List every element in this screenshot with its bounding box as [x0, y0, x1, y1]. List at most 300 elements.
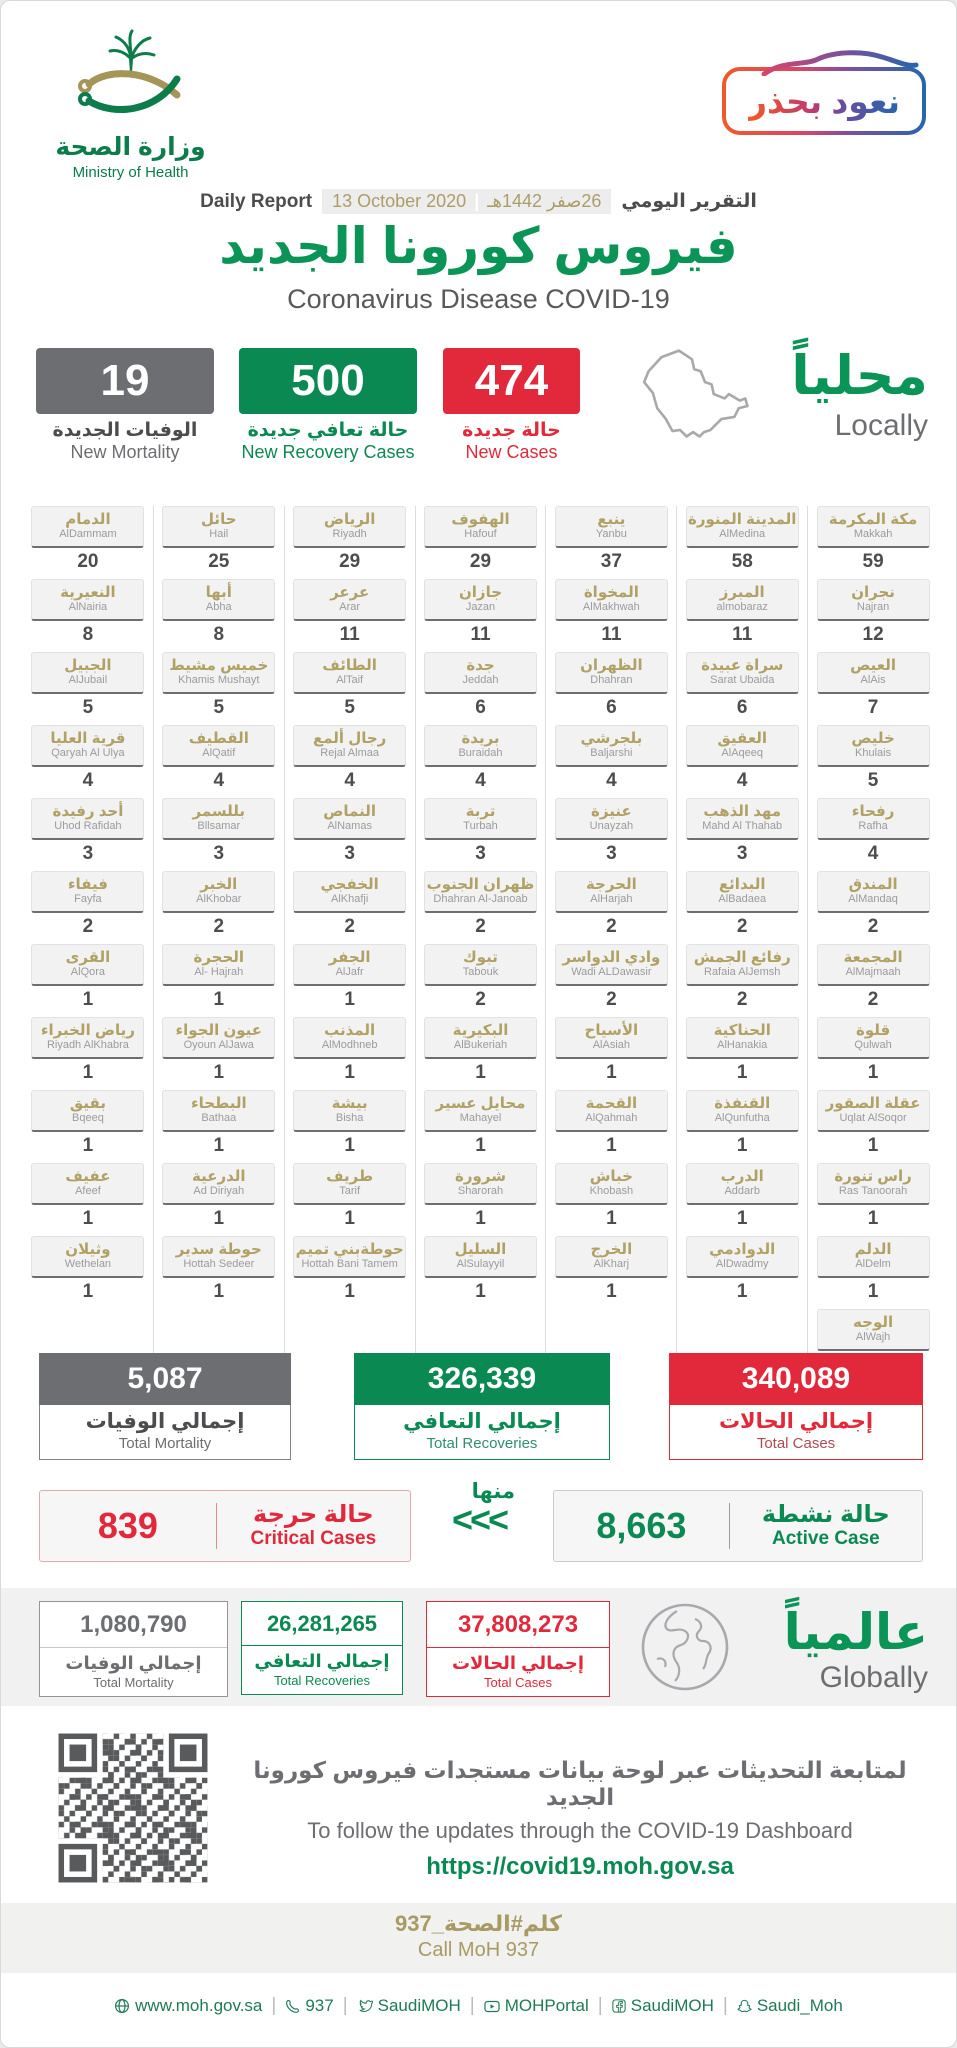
badge-text: نعود بحذر	[747, 82, 901, 120]
city-cell	[555, 652, 668, 722]
city-name-box	[424, 1236, 537, 1278]
global-recoveries-value: 26,281,265	[242, 1602, 402, 1646]
city-name-en: Dhahran Al-Janoab	[433, 893, 528, 906]
separator: |	[597, 1995, 603, 2016]
city-name-box	[293, 1090, 406, 1132]
city-case-count: 1	[475, 1062, 486, 1083]
total-cases-value: 340,089	[669, 1353, 923, 1405]
city-name-en: Riyadh AlKhabra	[46, 1039, 129, 1052]
globe-icon	[114, 1998, 130, 2014]
of-which-label: منها	[471, 1480, 515, 1503]
facebook-icon	[612, 1999, 626, 2013]
city-name-en: AlDammam	[59, 528, 117, 541]
city-name-box	[555, 798, 668, 840]
date-pipe: |	[474, 191, 480, 211]
city-name-en: Baljarshi	[590, 747, 633, 760]
city-cell	[555, 944, 668, 1014]
city-case-count: 1	[736, 1281, 748, 1302]
city-case-count: 4	[344, 770, 355, 791]
global-mortality-value: 1,080,790	[40, 1602, 227, 1648]
city-case-count: 1	[344, 1062, 355, 1083]
city-name-en: AlAsiah	[592, 1039, 630, 1052]
city-name-box	[293, 652, 406, 694]
city-name-box	[293, 798, 406, 840]
report-date	[322, 189, 611, 214]
city-name-en: AlHarjah	[590, 893, 633, 906]
city-cell	[686, 1163, 799, 1233]
city-name-en: Makkah	[853, 528, 893, 541]
city-name-ar: الدوادمي	[709, 1240, 776, 1258]
city-cell	[162, 944, 275, 1014]
date-gregorian: 13 October 2020	[332, 191, 467, 211]
city-case-count: 4	[475, 770, 486, 791]
city-cell	[424, 798, 537, 868]
city-cell	[31, 871, 144, 941]
city-name-ar: الدرب	[720, 1167, 764, 1185]
city-cell	[31, 798, 144, 868]
city-name-box	[162, 1017, 275, 1059]
city-name-en: AlBadaea	[718, 893, 767, 906]
city-case-count: 1	[867, 1208, 879, 1229]
city-name-ar: الدلم	[854, 1240, 892, 1258]
city-name-ar: أحد رفيدة	[52, 802, 124, 820]
city-case-count: 6	[736, 697, 748, 718]
city-cell	[293, 871, 406, 941]
city-case-count: 1	[736, 1135, 748, 1156]
city-name-ar: رفائع الجمش	[693, 948, 791, 966]
city-name-en: AlNamas	[327, 820, 372, 833]
city-name-en: Addarb	[724, 1185, 760, 1198]
city-name-ar: بقيق	[69, 1094, 106, 1112]
city-name-box	[162, 725, 275, 767]
city-case-count: 5	[867, 770, 879, 791]
city-cell	[555, 1017, 668, 1087]
city-name-ar: حوطة سدير	[175, 1240, 262, 1258]
city-name-ar: الأسياح	[584, 1021, 639, 1039]
city-case-count: 2	[475, 916, 486, 937]
city-name-box	[817, 944, 930, 986]
city-cell	[293, 1090, 406, 1160]
city-name-box	[31, 579, 144, 621]
city-cell	[817, 1236, 930, 1306]
city-name-box	[162, 871, 275, 913]
city-name-box	[686, 1236, 799, 1278]
city-name-box	[424, 579, 537, 621]
new-recoveries-label-ar: حالة تعافي جديدة	[247, 420, 409, 441]
locally-heading	[791, 346, 928, 443]
city-cell	[686, 944, 799, 1014]
city-name-en: Wadi ALDawasir	[571, 966, 652, 979]
city-name-box	[555, 506, 668, 548]
city-case-count: 1	[475, 1208, 486, 1229]
city-name-en: Qaryah Al Ulya	[51, 747, 125, 760]
dashboard-line-ar: لمتابعة التحديثات عبر لوحة بيانات مستجدات فيروس كورونا الجديد	[253, 1757, 907, 1810]
logo-title-en: Ministry of Health	[72, 164, 189, 181]
city-name-en: AlAis	[860, 674, 886, 687]
city-cell	[686, 579, 799, 649]
city-case-count: 2	[475, 989, 486, 1010]
city-name-ar: الرياض	[323, 510, 376, 528]
city-case-count: 37	[600, 551, 622, 572]
active-cases-value: 8,663	[596, 1505, 687, 1546]
global-mortality-label-en: Total Mortality	[93, 1675, 174, 1690]
city-name-box	[817, 1163, 930, 1205]
city-cell	[424, 506, 537, 576]
city-name-box	[817, 798, 930, 840]
city-name-ar: تبوك	[463, 948, 498, 966]
city-name-ar: المذنب	[324, 1021, 376, 1039]
city-name-ar: المندق	[848, 875, 898, 893]
city-case-count: 1	[736, 1208, 748, 1229]
city-name-ar: خليص	[851, 729, 895, 747]
moh-logo-icon	[56, 29, 206, 125]
city-case-count: 2	[606, 916, 617, 937]
city-name-box	[817, 1017, 930, 1059]
city-name-box	[424, 798, 537, 840]
city-cell	[555, 1236, 668, 1306]
city-cell	[162, 652, 275, 722]
city-name-ar: أبها	[205, 583, 232, 601]
city-case-count: 2	[867, 989, 879, 1010]
city-name-box	[162, 1163, 275, 1205]
city-name-box	[424, 506, 537, 548]
city-cell	[817, 798, 930, 868]
city-name-box	[293, 725, 406, 767]
total-recoveries-value: 326,339	[354, 1353, 610, 1405]
city-name-en: Hottah Sedeer	[183, 1258, 255, 1271]
city-name-box	[162, 798, 275, 840]
city-name-en: Turbah	[463, 820, 498, 833]
critical-cases-label-ar: حالة حرجة	[253, 1500, 374, 1528]
separator: |	[271, 1995, 277, 2016]
city-name-ar: القنفذة	[714, 1094, 771, 1112]
city-cell	[162, 871, 275, 941]
city-case-count: 8	[82, 624, 94, 645]
city-name-ar: فيفاء	[67, 875, 108, 893]
city-cell	[293, 652, 406, 722]
city-name-box	[817, 579, 930, 621]
city-name-box	[686, 1090, 799, 1132]
city-name-ar: الظهران	[580, 656, 643, 674]
city-name-ar: قلوة	[855, 1021, 891, 1039]
active-cases-label-ar: حالة نشطة	[761, 1500, 890, 1528]
city-cell	[686, 1236, 799, 1306]
city-case-count: 5	[213, 697, 225, 718]
city-case-count: 1	[606, 1135, 617, 1156]
city-name-box	[293, 944, 406, 986]
globe-icon	[637, 1599, 733, 1695]
global-cases-label-ar: إجمالي الحالات	[451, 1653, 585, 1673]
city-case-count: 29	[469, 551, 492, 572]
city-name-en: Uqlat AlSoqor	[839, 1112, 907, 1125]
footer-facebook[interactable]: SaudiMOH	[612, 1996, 714, 2016]
city-name-en: AlMajmaah	[845, 966, 901, 979]
city-name-en: AlWajh	[855, 1331, 891, 1344]
city-name-en: Rafha	[858, 820, 888, 833]
city-name-ar: ظهران الجنوب	[426, 875, 535, 893]
footer-snapchat[interactable]: Saudi_Moh	[737, 1996, 843, 2016]
city-case-count: 6	[606, 697, 617, 718]
city-name-en: almobaraz	[716, 601, 768, 614]
city-name-ar: المدينة المنورة	[688, 510, 797, 528]
footer-phone[interactable]: 937	[285, 1996, 333, 2016]
city-name-en: Wethelan	[64, 1258, 112, 1271]
city-name-en: Abha	[205, 601, 232, 614]
city-name-ar: نجران	[851, 583, 895, 601]
city-cell	[293, 798, 406, 868]
city-cell	[31, 1163, 144, 1233]
city-name-box	[31, 1236, 144, 1278]
city-name-box	[424, 944, 537, 986]
city-name-ar: بلجرشي	[580, 729, 643, 747]
city-case-count: 1	[213, 1208, 225, 1229]
city-cell	[555, 725, 668, 795]
city-cell	[31, 725, 144, 795]
city-name-en: Jeddah	[462, 674, 499, 687]
city-name-ar: بللسمر	[192, 802, 246, 820]
city-cell	[817, 652, 930, 722]
city-name-en: Najran	[856, 601, 890, 614]
city-name-en: Rafaia AlJemsh	[704, 966, 781, 979]
city-name-ar: عقلة الصقور	[825, 1094, 921, 1112]
new-recoveries-label-en: New Recovery Cases	[241, 442, 415, 462]
city-name-box	[555, 871, 668, 913]
city-cell	[424, 1017, 537, 1087]
city-cell	[162, 1090, 275, 1160]
city-name-en: AlQunfutha	[714, 1112, 770, 1125]
report-line	[1, 189, 956, 214]
city-name-box	[31, 652, 144, 694]
separator: |	[722, 1995, 728, 2016]
city-name-ar: محايل عسير	[435, 1094, 526, 1112]
city-name-box	[686, 579, 799, 621]
city-case-count: 2	[736, 916, 748, 937]
city-name-ar: المخواة	[583, 583, 639, 601]
city-name-box	[555, 652, 668, 694]
city-name-en: Hail	[209, 528, 229, 541]
critical-cases-box	[39, 1490, 411, 1562]
globally-heading-en: Globally	[819, 1661, 928, 1694]
city-cell	[424, 944, 537, 1014]
city-name-box	[162, 1090, 275, 1132]
city-name-ar: البطحاء	[190, 1094, 247, 1112]
city-case-count: 25	[208, 551, 230, 572]
total-cases-label-en: Total Cases	[756, 1435, 836, 1452]
city-name-en: Afeef	[75, 1185, 101, 1198]
city-name-ar: ينبع	[597, 510, 626, 528]
city-case-count: 1	[867, 1281, 879, 1302]
city-name-box	[555, 725, 668, 767]
city-name-ar: رفحاء	[851, 802, 895, 820]
city-name-box	[293, 1163, 406, 1205]
locally-heading-ar: محلياً	[791, 346, 928, 406]
dashboard-url-link[interactable]: https://covid19.moh.gov.sa	[426, 1853, 734, 1880]
city-name-ar: النماص	[323, 802, 377, 820]
new-cases-label-en: New Cases	[465, 442, 558, 462]
city-name-en: AlQora	[70, 966, 106, 979]
city-name-en: Bllsamar	[197, 820, 241, 833]
city-cell	[424, 1090, 537, 1160]
city-name-en: Tabouk	[462, 966, 499, 979]
city-cell	[555, 1090, 668, 1160]
separator: |	[342, 1995, 348, 2016]
city-column	[153, 506, 284, 1382]
city-case-count: 1	[867, 1062, 879, 1083]
city-name-box	[817, 652, 930, 694]
city-name-en: Buraidah	[458, 747, 503, 760]
city-name-box	[293, 1017, 406, 1059]
city-cell	[817, 871, 930, 941]
city-case-count: 1	[344, 1135, 355, 1156]
city-case-count: 11	[470, 624, 491, 645]
city-name-en: Al- Hajrah	[194, 966, 244, 979]
city-cell	[31, 506, 144, 576]
city-name-en: AlDelm	[855, 1258, 891, 1271]
new-recoveries-value: 500	[239, 348, 417, 414]
city-case-count: 2	[82, 916, 94, 937]
new-cases-label-ar: حالة جديدة	[462, 420, 561, 441]
city-name-ar: مكة المكرمة	[828, 510, 918, 528]
city-name-ar: النعيرية	[60, 583, 116, 601]
city-name-en: Sharorah	[457, 1185, 504, 1198]
city-cell	[555, 579, 668, 649]
city-column	[676, 506, 807, 1382]
city-case-count: 1	[475, 1281, 486, 1302]
city-name-ar: الدرعية	[192, 1167, 246, 1185]
city-case-count: 4	[606, 770, 617, 791]
total-cases-label-ar: إجمالي الحالات	[718, 1410, 874, 1433]
city-cell	[162, 725, 275, 795]
city-cell	[293, 579, 406, 649]
city-name-en: Ad Diriyah	[193, 1185, 245, 1198]
city-cell	[686, 1090, 799, 1160]
logo-title-ar: وزارة الصحة	[55, 133, 206, 161]
city-case-count: 4	[82, 770, 94, 791]
city-name-box	[817, 725, 930, 767]
city-cell	[817, 506, 930, 576]
city-name-ar: الجبيل	[64, 656, 112, 674]
city-cell	[293, 944, 406, 1014]
locally-heading-en: Locally	[834, 409, 928, 442]
city-case-count: 1	[475, 1135, 486, 1156]
city-cell	[162, 1163, 275, 1233]
city-case-count: 12	[862, 624, 884, 645]
new-mortality-stat	[36, 348, 214, 463]
city-name-ar: قرية العليا	[50, 729, 126, 747]
city-case-count: 1	[82, 1281, 94, 1302]
city-name-en: Qulwah	[854, 1039, 892, 1052]
city-name-ar: السليل	[454, 1240, 507, 1258]
city-cell	[31, 1090, 144, 1160]
city-name-box	[293, 579, 406, 621]
city-case-count: 1	[606, 1281, 617, 1302]
footer-youtube[interactable]: MOHPortal	[484, 1996, 589, 2016]
city-case-count: 59	[862, 551, 884, 572]
city-cell	[686, 725, 799, 795]
city-name-ar: حائل	[201, 510, 237, 528]
city-name-en: Bisha	[335, 1112, 364, 1125]
city-case-count: 8	[213, 624, 225, 645]
total-mortality-box	[39, 1353, 291, 1460]
return-with-caution-badge	[722, 67, 926, 135]
city-case-count: 1	[606, 1208, 617, 1229]
city-case-count: 1	[82, 1135, 94, 1156]
city-case-count: 11	[339, 624, 360, 645]
city-name-en: Dhahran	[590, 674, 633, 687]
call-moh-en: Call MoH 937	[417, 1939, 540, 1961]
city-cell	[424, 1163, 537, 1233]
city-cell	[162, 1017, 275, 1087]
city-name-ar: الخفجي	[320, 875, 379, 893]
city-name-en: AlQatif	[202, 747, 236, 760]
city-name-box	[424, 1163, 537, 1205]
city-name-en: Ras Tanoorah	[838, 1185, 908, 1198]
active-cases-label-en: Active Case	[772, 1528, 880, 1550]
city-name-en: Khulais	[855, 747, 892, 760]
global-recoveries-label-ar: إجمالي التعافي	[254, 1651, 390, 1671]
city-name-en: AlJafr	[335, 966, 364, 979]
city-name-box	[162, 1236, 275, 1278]
city-cell	[162, 1236, 275, 1306]
city-name-box	[424, 725, 537, 767]
city-cell	[293, 506, 406, 576]
city-case-count: 2	[344, 916, 355, 937]
snapchat-icon	[737, 1999, 752, 2014]
daily-report-en: Daily Report	[200, 190, 313, 212]
city-case-count: 1	[82, 1062, 94, 1083]
city-cell	[686, 871, 799, 941]
city-cell	[424, 1236, 537, 1306]
city-name-box	[293, 506, 406, 548]
city-case-count: 5	[344, 697, 355, 718]
city-name-en: AlDwadmy	[715, 1258, 769, 1271]
city-column	[415, 506, 546, 1382]
city-name-ar: تربة	[465, 802, 496, 820]
city-name-box	[31, 944, 144, 986]
city-name-en: AlMandaq	[848, 893, 898, 906]
city-name-box	[162, 652, 275, 694]
of-which-indicator	[429, 1479, 529, 1540]
footer-website[interactable]: www.moh.gov.sa	[114, 1996, 262, 2016]
city-cell	[31, 652, 144, 722]
city-name-en: AlMakhwah	[582, 601, 640, 614]
call-moh-ar: كلم#الصحة_937	[395, 1911, 562, 1936]
city-cell	[686, 1017, 799, 1087]
divider	[216, 1503, 217, 1549]
city-name-box	[686, 1017, 799, 1059]
city-name-en: AlHanakia	[717, 1039, 768, 1052]
city-name-ar: الوجه	[853, 1313, 894, 1331]
city-case-count: 5	[82, 697, 94, 718]
city-name-ar: الحجرة	[193, 948, 245, 966]
city-cell	[555, 506, 668, 576]
city-column	[284, 506, 415, 1382]
city-name-en: AlQahmah	[585, 1112, 638, 1125]
city-column	[23, 506, 153, 1382]
city-name-box	[817, 1090, 930, 1132]
city-name-ar: مهد الذهب	[703, 802, 782, 820]
city-case-count: 29	[339, 551, 361, 572]
new-mortality-label-en: New Mortality	[70, 442, 180, 462]
city-name-en: Bqeeq	[72, 1112, 104, 1125]
footer-twitter[interactable]: SaudiMOH	[357, 1996, 461, 2016]
city-name-en: AlNairia	[68, 601, 108, 614]
call-moh-band	[1, 1903, 956, 1973]
city-name-en: AlKhobar	[196, 893, 242, 906]
city-cell	[817, 579, 930, 649]
city-cell	[555, 798, 668, 868]
car-swoosh-icon	[760, 50, 920, 76]
